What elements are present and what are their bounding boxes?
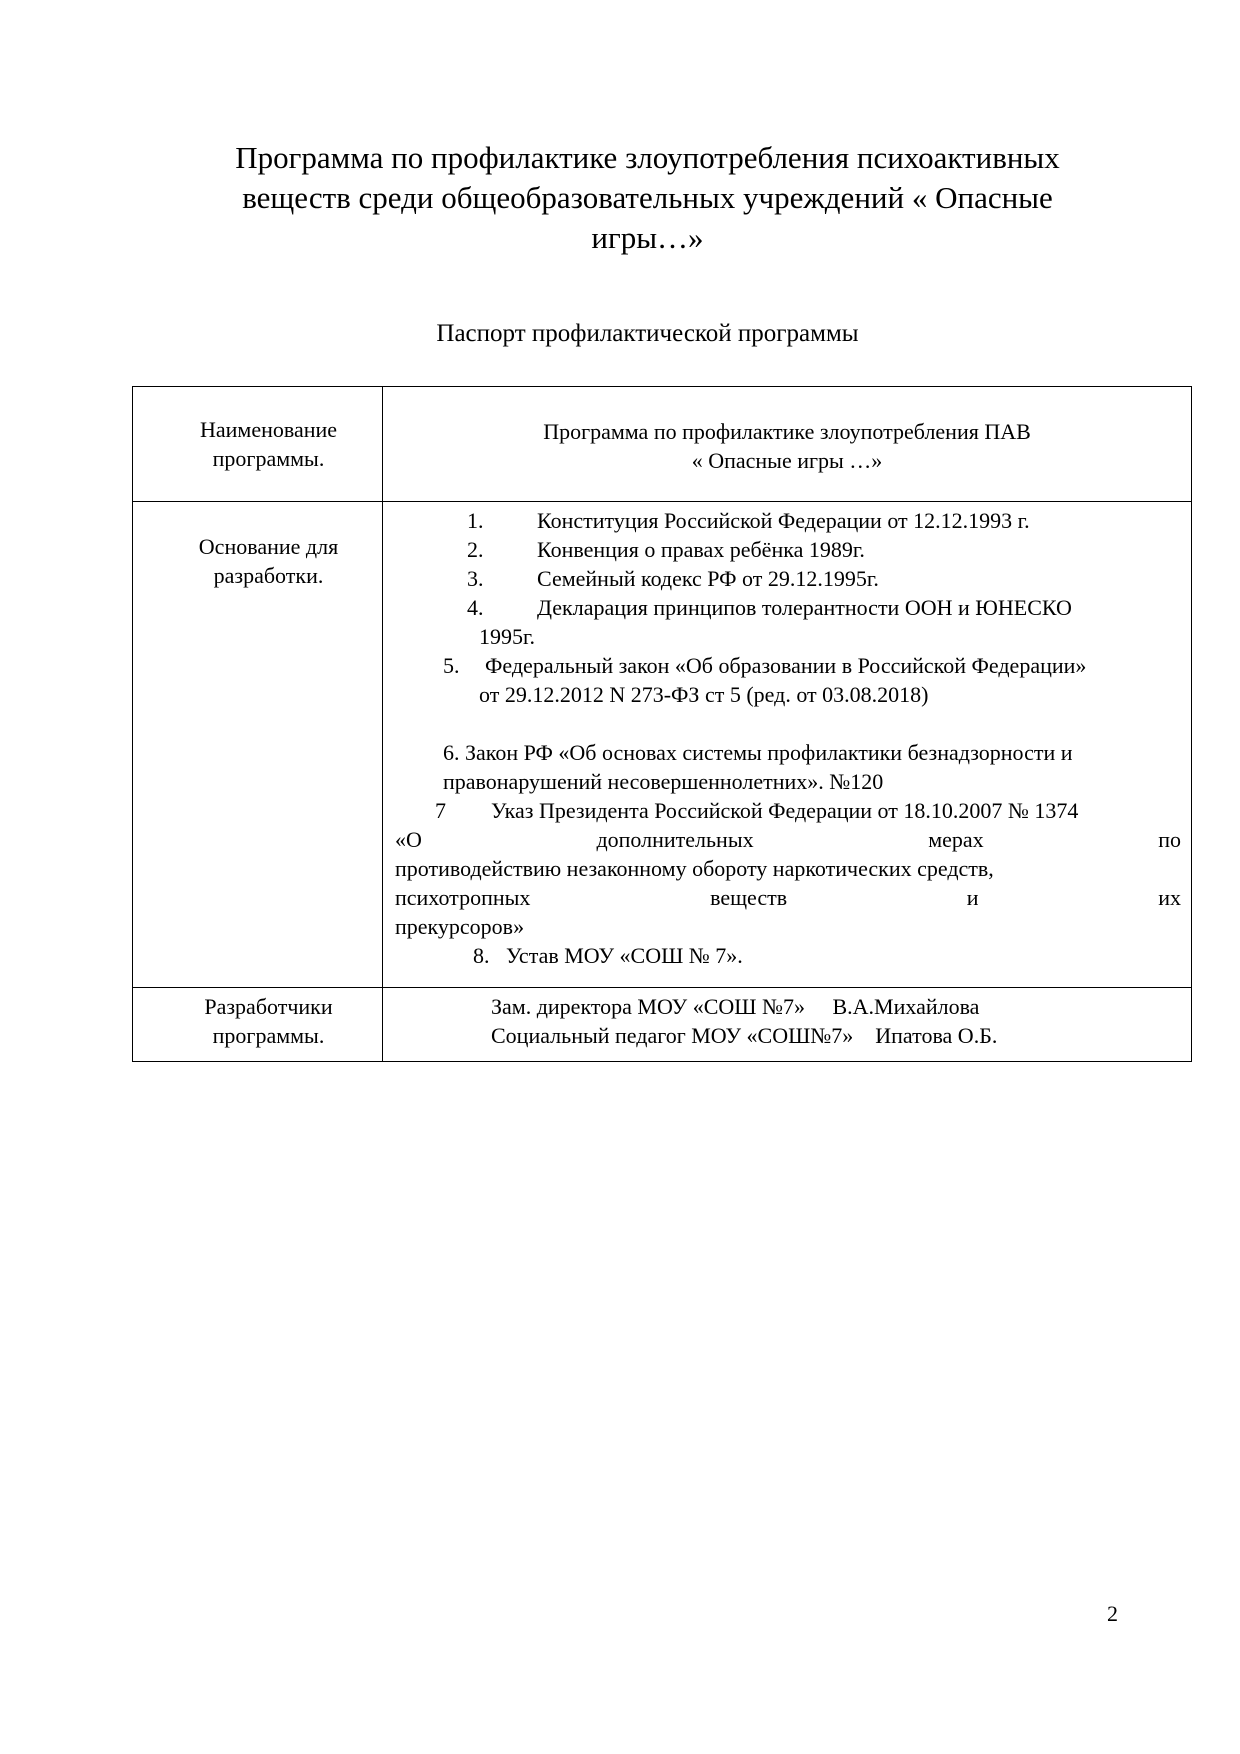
label-line: разработки. xyxy=(213,563,324,588)
table-row-developers xyxy=(133,988,1192,1062)
title-line: веществ среди общеобразовательных учреждений « Опасные xyxy=(242,180,1053,215)
developers-cell xyxy=(383,988,1192,1062)
value-line: « Опасные игры …» xyxy=(691,448,883,473)
label-cell xyxy=(133,387,383,502)
list-item: 7 Указ Президента Российской Федерации от 18.10.2007 № 1374 xyxy=(435,798,1079,823)
list-item-continuation: правонарушений несовершеннолетних». №120 xyxy=(443,769,884,794)
title-line: игры…» xyxy=(591,220,704,255)
list-item-continuation: 1995г. xyxy=(479,624,536,649)
label-line: Разработчики xyxy=(204,994,333,1019)
label-line: Наименование xyxy=(199,417,338,442)
list-item-continuation: от 29.12.2012 N 273-ФЗ ст 5 (ред. от 03.08.2018) xyxy=(479,682,929,707)
list-item-continuation: противодействию незаконному обороту наркотических средств, xyxy=(395,856,994,881)
table-row-basis xyxy=(133,502,1192,988)
list-item-continuation: психотропных веществ и их xyxy=(395,885,1181,910)
developer-line: Социальный педагог МОУ «СОШ№7» Ипатова О.Б. xyxy=(491,1023,998,1048)
list-item: 5. Федеральный закон «Об образовании в Российской Федерации» xyxy=(443,653,1087,678)
value-cell xyxy=(383,387,1192,502)
list-item: 3. Семейный кодекс РФ от 29.12.1995г. xyxy=(467,566,879,591)
spacer xyxy=(395,709,1181,738)
page-number: 2 xyxy=(1107,1601,1118,1626)
list-item-continuation: «О дополнительных мерах по xyxy=(395,827,1181,852)
passport-table xyxy=(132,386,1192,1062)
developer-line: Зам. директора МОУ «СОШ №7» В.А.Михайлова xyxy=(491,994,980,1019)
list-item: 6. Закон РФ «Об основах системы профилактики безнадзорности и xyxy=(443,740,1073,765)
label-cell xyxy=(133,502,383,988)
label-line: Основание для xyxy=(198,534,339,559)
list-item-continuation: прекурсоров» xyxy=(395,914,525,939)
passport-title: Паспорт профилактической программы xyxy=(436,320,859,347)
list-item: 2. Конвенция о правах ребёнка 1989г. xyxy=(467,537,865,562)
label-line: программы. xyxy=(212,1023,325,1048)
label-cell xyxy=(133,988,383,1062)
label-line: программы. xyxy=(212,446,325,471)
list-item: 1. Конституция Российской Федерации от 12.12.1993 г. xyxy=(467,508,1030,533)
value-line: Программа по профилактике злоупотребления ПАВ xyxy=(543,419,1031,444)
title-line: Программа по профилактике злоупотребления психоактивных xyxy=(235,140,1060,175)
table-row-program-name xyxy=(133,387,1192,502)
page-title xyxy=(150,138,1145,258)
list-item: 4. Декларация принципов толерантности ООН и ЮНЕСКО xyxy=(467,595,1072,620)
list-item: 8. Устав МОУ «СОШ № 7». xyxy=(473,943,743,968)
basis-list xyxy=(383,502,1192,988)
